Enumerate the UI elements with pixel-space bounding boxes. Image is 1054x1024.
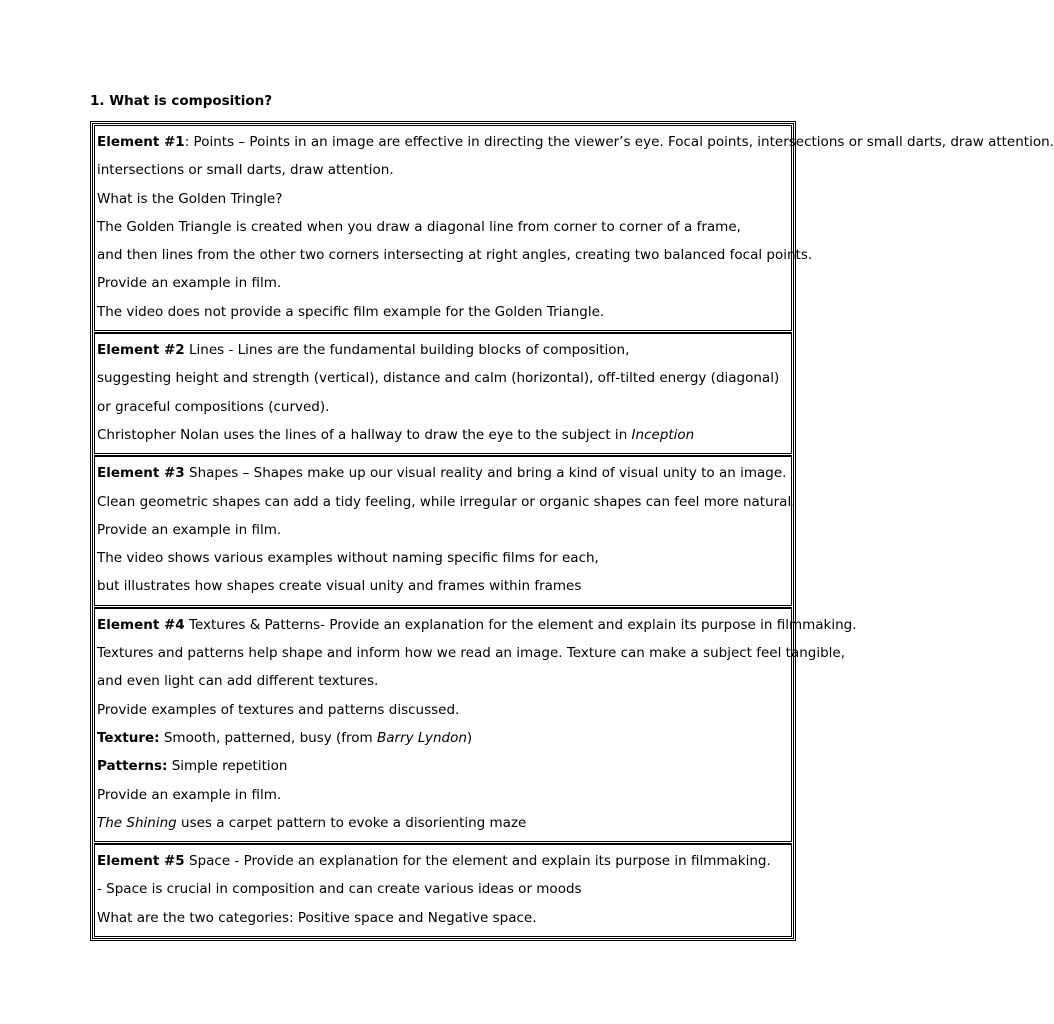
text-line [97,336,791,364]
line-text: The video does not provide a specific film example for the Golden Triangle. [97,303,605,320]
text-line [97,185,791,213]
line-text: What is the Golden Tringle? [97,190,283,207]
line-text: Provide examples of textures and patterns discussed. [97,701,460,718]
text-line [97,156,791,184]
text-line [97,269,791,297]
line-text: Christopher Nolan uses the lines of a hallway to draw the eye to the subject in [97,426,632,443]
bold-label: Element #1 [97,134,185,150]
text-line [97,875,791,903]
text-line [97,639,846,667]
bold-label: Element #4 [97,616,185,633]
bold-label: Texture: [97,729,160,746]
line-text: uses a carpet pattern to evoke a disorienting maze [176,814,527,831]
bold-label: Element #5 [97,853,185,870]
line-text: What are the two categories: Positive space and Negative space. [97,909,537,926]
line-text: - Space is crucial in composition and can create various ideas or moods [97,881,582,898]
element-cell-2 [94,332,792,454]
text-line [97,241,813,269]
line-text: Clean geometric shapes can add a tidy feeling, while irregular or organic shapes can feel more natural. [97,493,796,510]
text-line [97,611,857,639]
text-line [97,781,791,809]
element-cell-3 [94,455,796,605]
text-line [97,572,791,600]
line-text: : Points – Points in an image are effective in directing the viewer’s eye. Focal points, intersections or small darts, draw attention. [184,134,1054,150]
film-title: Barry Lyndon [377,729,467,746]
line-text: Simple repetition [167,758,288,775]
text-line [97,421,791,449]
line-text: Textures and patterns help shape and inform how we read an image. Texture can make a subject feel tangible, [97,645,846,662]
bold-label: Element #3 [97,465,185,482]
line-text: and even light can add different textures. [97,673,379,690]
text-line [97,213,791,241]
composition-table [90,121,1054,941]
line-text: Textures & Patterns- Provide an explanation for the element and explain its purpose in filmmaking. [184,616,857,633]
line-text: or graceful compositions (curved). [97,398,330,415]
line-text: Lines - Lines are the fundamental building blocks of composition, [184,342,630,359]
text-line [97,696,791,724]
line-text: Provide an example in film. [97,275,282,292]
line-text: Shapes – Shapes make up our visual reality and bring a kind of visual unity to an image. [184,465,787,482]
text-line [97,298,791,326]
section-heading: 1. What is composition? [90,93,273,109]
element-cell-5 [94,843,792,937]
text-line [97,516,791,544]
line-text-after: ) [466,729,473,746]
line-text: Provide an example in film. [97,786,282,803]
text-line [97,752,791,780]
bold-label: Element #2 [97,342,185,359]
text-line [97,544,791,572]
text-line [97,847,791,875]
line-text: The Golden Triangle is created when you draw a diagonal line from corner to corner of a frame, [97,218,741,235]
line-text: Provide an example in film. [97,521,282,538]
text-line [97,904,791,932]
text-line [97,459,791,487]
line-text: and then lines from the other two corners intersecting at right angles, creating two balanced focal points. [97,247,813,264]
text-line [97,809,791,837]
element-cell-1 [94,125,1054,331]
line-text: Smooth, patterned, busy (from [159,729,377,746]
text-line [97,667,791,695]
line-text: intersections or small darts, draw attention. [97,162,394,179]
text-line [97,724,791,752]
line-text: suggesting height and strength (vertical), distance and calm (horizontal), off-tilted energy (diagonal) [97,370,780,387]
bold-label: Patterns: [97,758,168,775]
film-title: The Shining [97,814,177,831]
line-text: Space - Provide an explanation for the element and explain its purpose in filmmaking. [184,853,771,870]
film-title: Inception [631,426,695,443]
line-text: The video shows various examples without naming specific films for each, [97,550,599,567]
text-line [97,488,796,516]
element-cell-4 [94,607,857,842]
text-line [97,128,1054,156]
text-line [97,393,791,421]
text-line [97,364,791,392]
line-text: but illustrates how shapes create visual unity and frames within frames [97,578,582,595]
